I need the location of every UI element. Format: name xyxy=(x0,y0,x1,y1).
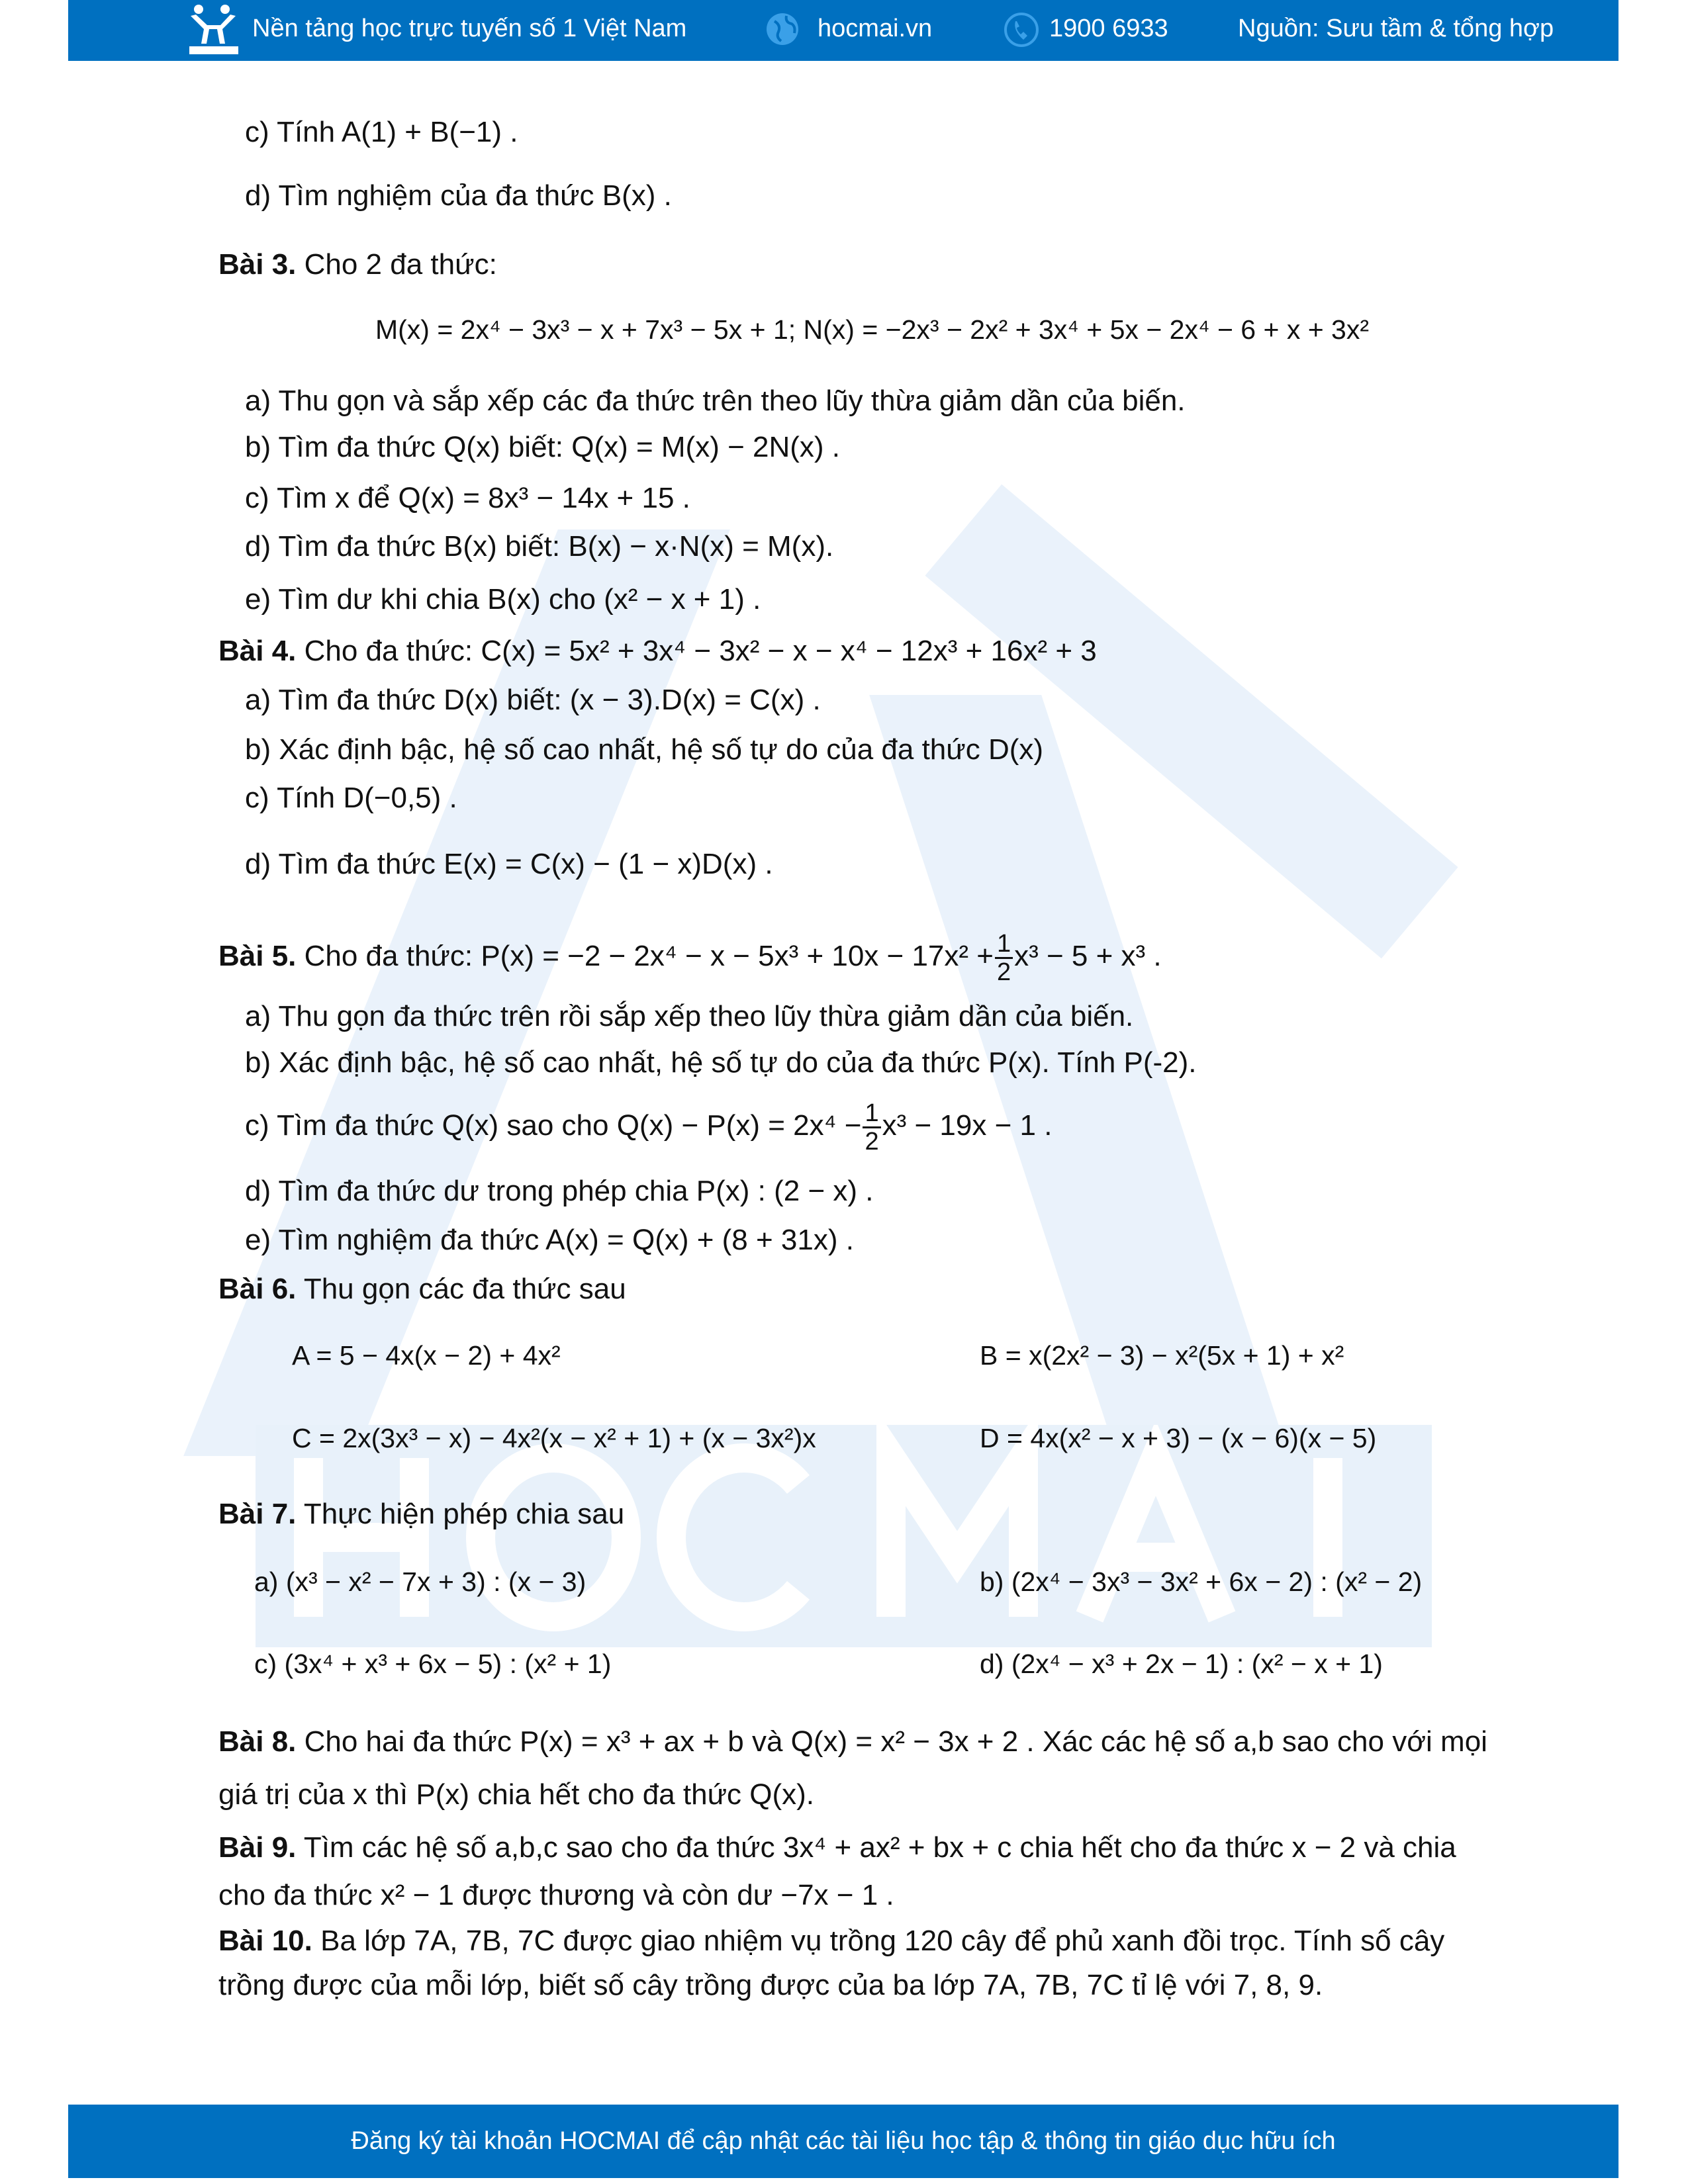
bai8-text: Cho hai đa thức P(x) = x³ + ax + b và Q(x) = x² − 3x + 2 . Xác các hệ số a,b sao cho với mọi xyxy=(296,1725,1487,1758)
bai3-title: Bài 3. xyxy=(218,248,297,281)
globe-icon xyxy=(765,11,800,48)
bai7-b: b) (2x⁴ − 3x³ − 3x² + 6x − 2) : (x² − 2) xyxy=(980,1567,1423,1597)
bai3-c: c) Tìm x để Q(x) = 8x³ − 14x + 15 . xyxy=(245,482,690,514)
hocmai-logo-icon xyxy=(184,3,244,56)
phone-icon xyxy=(1004,11,1039,49)
bai3-b: b) Tìm đa thức Q(x) biết: Q(x) = M(x) − 2N(x) . xyxy=(245,431,840,463)
bai8-title: Bài 8. xyxy=(218,1725,297,1758)
bai5-intro-after: x³ − 5 + x³ . xyxy=(1014,940,1162,972)
bai5-c xyxy=(245,1096,1052,1156)
bai4-c: c) Tính D(−0,5) . xyxy=(245,782,457,814)
bai3-d: d) Tìm đa thức B(x) biết: B(x) − x·N(x) = M(x). xyxy=(245,530,834,563)
bai8-line1 xyxy=(218,1723,1487,1760)
bai7-d: d) (2x⁴ − x³ + 2x − 1) : (x² − x + 1) xyxy=(980,1649,1383,1679)
footer-bar xyxy=(68,2105,1618,2178)
bai5-intro-before: Cho đa thức: P(x) = −2 − 2x⁴ − x − 5x³ + 10x − 17x² + xyxy=(296,940,994,972)
fraction-denominator: 2 xyxy=(996,958,1011,986)
bai2-c: c) Tính A(1) + B(−1) . xyxy=(245,116,518,148)
bai2-d: d) Tìm nghiệm của đa thức B(x) . xyxy=(245,179,672,212)
bai9-line2: cho đa thức x² − 1 được thương và còn dư −7x − 1 . xyxy=(218,1879,894,1911)
bai4-a: a) Tìm đa thức D(x) biết: (x − 3).D(x) = C(x) . xyxy=(245,684,821,716)
bai6-A: A = 5 − 4x(x − 2) + 4x² xyxy=(292,1340,561,1371)
bai6-heading xyxy=(218,1271,626,1308)
bai5-e: e) Tìm nghiệm đa thức A(x) = Q(x) + (8 + 31x) . xyxy=(245,1224,854,1256)
fraction-numerator: 1 xyxy=(863,1100,880,1128)
bai9-title: Bài 9. xyxy=(218,1831,297,1864)
header-phone[interactable]: 1900 6933 xyxy=(1049,15,1168,42)
fraction xyxy=(863,1100,880,1155)
bai4-heading xyxy=(218,633,1097,670)
bai10-title: Bài 10. xyxy=(218,1925,312,1957)
bai3-e: e) Tìm dư khi chia B(x) cho (x² − x + 1) . xyxy=(245,583,761,615)
bai5-b: b) Xác định bậc, hệ số cao nhất, hệ số tự do của đa thức P(x). Tính P(-2). xyxy=(245,1046,1197,1079)
bai3-formula: M(x) = 2x⁴ − 3x³ − x + 7x³ − 5x + 1; N(x) = −2x³ − 2x² + 3x⁴ + 5x − 2x⁴ − 6 + x + 3x² xyxy=(375,314,1370,345)
bai10-line1 xyxy=(218,1923,1444,1960)
fraction xyxy=(995,931,1013,985)
bai6-B: B = x(2x² − 3) − x²(5x + 1) + x² xyxy=(980,1340,1344,1371)
bai4-intro: Cho đa thức: C(x) = 5x² + 3x⁴ − 3x² − x − x⁴ − 12x³ + 16x² + 3 xyxy=(296,635,1097,667)
bai10-text: Ba lớp 7A, 7B, 7C được giao nhiệm vụ trồng 120 cây để phủ xanh đồi trọc. Tính số cây xyxy=(312,1925,1445,1957)
bai8-line2: giá trị của x thì P(x) chia hết cho đa thức Q(x). xyxy=(218,1778,815,1811)
bai7-title: Bài 7. xyxy=(218,1498,297,1530)
fraction-numerator: 1 xyxy=(995,931,1013,959)
bai5-a: a) Thu gọn đa thức trên rồi sắp xếp theo lũy thừa giảm dần của biến. xyxy=(245,1000,1134,1032)
header-website[interactable]: hocmai.vn xyxy=(818,15,933,42)
bai6-intro: Thu gọn các đa thức sau xyxy=(296,1273,626,1305)
bai9-line1 xyxy=(218,1829,1456,1866)
bai7-heading xyxy=(218,1496,624,1533)
bai3-heading xyxy=(218,246,497,283)
bai5-heading xyxy=(218,927,1162,986)
bai3-intro: Cho 2 đa thức: xyxy=(296,248,497,281)
bai5-c-after: x³ − 19x − 1 . xyxy=(882,1109,1053,1142)
bai5-c-before: c) Tìm đa thức Q(x) sao cho Q(x) − P(x) = 2x⁴ − xyxy=(245,1109,862,1142)
bai3-a: a) Thu gọn và sắp xếp các đa thức trên theo lũy thừa giảm dần của biến. xyxy=(245,385,1186,417)
watermark-logo-icon xyxy=(256,1425,1432,1647)
bai4-b: b) Xác định bậc, hệ số cao nhất, hệ số tự do của đa thức D(x) xyxy=(245,733,1044,766)
footer-text[interactable]: Đăng ký tài khoản HOCMAI để cập nhật các tài liệu học tập & thông tin giáo dục hữu ích xyxy=(351,2127,1336,2155)
header-bar xyxy=(68,0,1618,61)
bai6-D: D = 4x(x² − x + 3) − (x − 6)(x − 5) xyxy=(980,1423,1377,1453)
bai7-intro: Thực hiện phép chia sau xyxy=(296,1498,625,1530)
header-source: Nguồn: Sưu tầm & tổng hợp xyxy=(1238,15,1554,42)
bai6-C: C = 2x(3x³ − x) − 4x²(x − x² + 1) + (x − 3x²)x xyxy=(292,1423,816,1453)
bai7-a: a) (x³ − x² − 7x + 3) : (x − 3) xyxy=(254,1567,586,1597)
bai4-d: d) Tìm đa thức E(x) = C(x) − (1 − x)D(x) . xyxy=(245,848,773,880)
bai5-d: d) Tìm đa thức dư trong phép chia P(x) : (2 − x) . xyxy=(245,1175,874,1207)
fraction-denominator: 2 xyxy=(865,1127,879,1156)
bai6-title: Bài 6. xyxy=(218,1273,297,1305)
bai5-title: Bài 5. xyxy=(218,940,297,972)
bai4-title: Bài 4. xyxy=(218,635,297,667)
bai7-c: c) (3x⁴ + x³ + 6x − 5) : (x² + 1) xyxy=(254,1649,612,1679)
bai9-text: Tìm các hệ số a,b,c sao cho đa thức 3x⁴ + ax² + bx + c chia hết cho đa thức x − 2 và chia xyxy=(296,1831,1456,1864)
bai10-line2: trồng được của mỗi lớp, biết số cây trồng được của ba lớp 7A, 7B, 7C tỉ lệ với 7, 8, 9. xyxy=(218,1969,1323,2001)
header-tagline: Nền tảng học trực tuyến số 1 Việt Nam xyxy=(252,15,687,42)
